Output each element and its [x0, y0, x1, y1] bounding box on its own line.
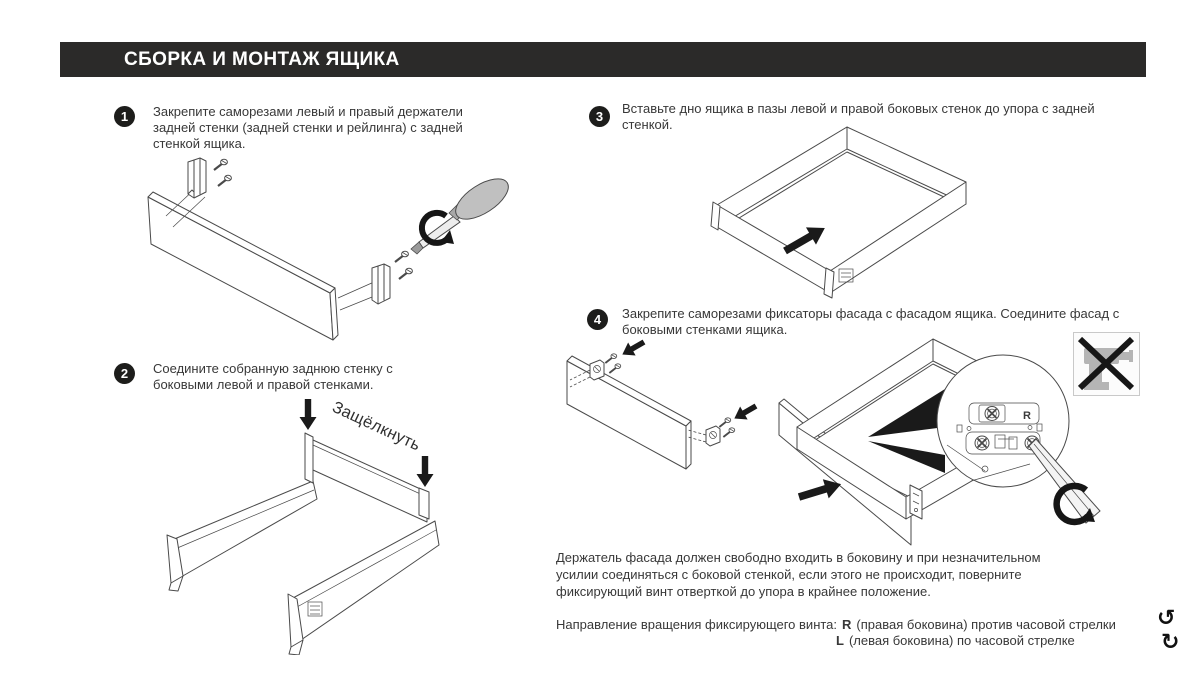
fixator-arrow-right — [731, 400, 760, 425]
magnifier-r-marking: R — [1023, 410, 1031, 422]
back-panel-drawing — [148, 186, 377, 340]
rotation-l-text: (левая боковина) по часовой стрелке — [848, 633, 1075, 648]
step-2-text: Соедините собранную заднюю стенку с боковыми левой и правой стенками. — [153, 361, 393, 392]
header-bar — [60, 42, 1146, 77]
step-3-text: Вставьте дно ящика в пазы левой и правой боковых стенок до упора с задней стенкой. — [622, 101, 1095, 132]
step-1-badge: 1 — [114, 106, 135, 127]
right-side-wall-drawing — [288, 521, 439, 655]
rotation-r-text: (правая боковина) против часовой стрелки — [856, 617, 1116, 632]
rotate-ccw-icon: ↺ — [1157, 606, 1176, 631]
fixator-arrow-left — [619, 336, 648, 361]
facade-note: Держатель фасада должен свободно входить в боковину и при незначительном усилии соединяться с боковой стенкой, если этого не происходит, поверните фиксирующий винт отверткой до упора в крайнее положение. — [556, 550, 1041, 599]
step-3-badge: 3 — [589, 106, 610, 127]
down-arrow-left — [300, 399, 317, 430]
step-3-illustration — [678, 122, 1013, 317]
no-power-drill-icon — [1073, 332, 1140, 396]
rotation-direction-line-r — [556, 617, 1116, 632]
step-4-drawer-illustration — [773, 333, 1115, 573]
screwdriver-icon — [411, 171, 515, 254]
rotation-l-key: L — [836, 633, 844, 648]
left-holder-bracket — [188, 158, 231, 198]
page-title: СБОРКА И МОНТАЖ ЯЩИКА — [124, 49, 400, 70]
rotation-direction-line-l — [836, 633, 1075, 648]
right-holder-bracket — [372, 251, 412, 304]
drawer-box-drawing — [711, 127, 966, 298]
snap-label: Защёлкнуть — [329, 398, 424, 455]
rotation-intro: Направление вращения фиксирующего винта: — [556, 617, 838, 632]
left-side-wall-drawing — [167, 481, 317, 591]
adjust-screwdriver-icon — [1029, 439, 1100, 523]
step-4-facade-illustration — [556, 336, 791, 481]
down-arrow-right — [417, 456, 434, 487]
step-2-badge: 2 — [114, 363, 135, 384]
step-4-text: Закрепите саморезами фиксаторы фасада с фасадом ящика. Соедините фасад с боковыми стенками ящика. — [622, 306, 1120, 337]
step-4-badge: 4 — [587, 309, 608, 330]
rotation-r-key: R — [842, 617, 852, 632]
step-1-illustration — [138, 156, 538, 356]
facade-panel-drawing — [567, 356, 706, 469]
rotate-cw-icon: ↻ — [1161, 630, 1180, 655]
facade-fixator-right — [706, 418, 735, 446]
step-2-illustration — [145, 393, 475, 655]
step-1-text: Закрепите саморезами левый и правый держатели задней стенки (задней стенки и рейлинга) с задней стенкой ящика. — [153, 104, 463, 151]
